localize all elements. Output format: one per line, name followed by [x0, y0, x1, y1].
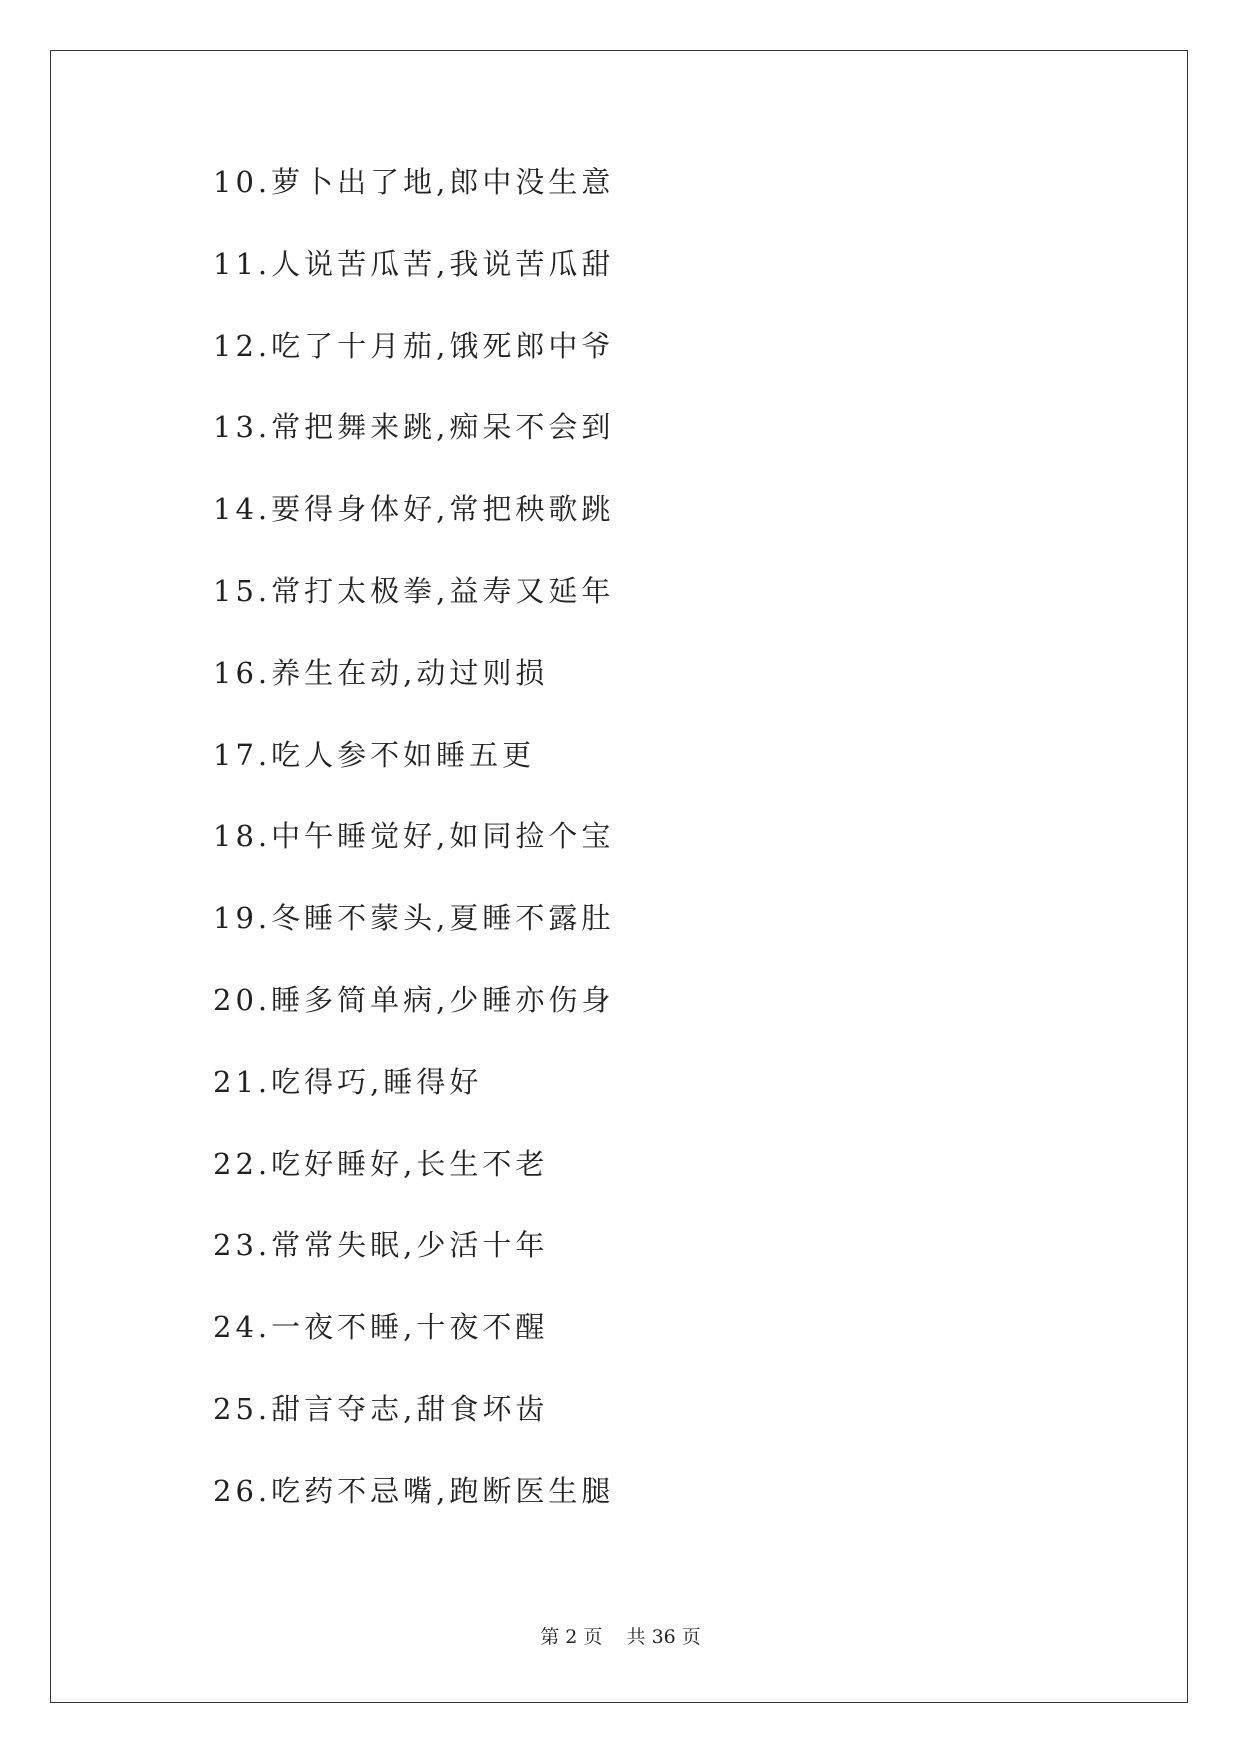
- page-footer: [0, 1626, 1241, 1648]
- list-item: 17.吃人参不如睡五更: [213, 737, 536, 772]
- list-item: 20.睡多简单病,少睡亦伤身: [213, 982, 615, 1017]
- page-number: 第 2 页: [540, 1626, 603, 1648]
- list-item: 14.要得身体好,常把秧歌跳: [213, 492, 615, 527]
- list-item: 22.吃好睡好,长生不老: [213, 1146, 549, 1181]
- list-item: 11.人说苦瓜苦,我说苦瓜甜: [213, 246, 615, 281]
- list-item: 12.吃了十月茄,饿死郎中爷: [213, 328, 615, 363]
- list-item: 19.冬睡不蒙头,夏睡不露肚: [213, 901, 615, 936]
- proverb-list: [213, 165, 1113, 1556]
- list-item: 15.常打太极拳,益寿又延年: [213, 573, 615, 608]
- list-item: 25.甜言夺志,甜食坏齿: [213, 1391, 549, 1426]
- page-total: 共 36 页: [626, 1626, 701, 1648]
- list-item: 16.养生在动,动过则损: [213, 655, 549, 690]
- list-item: 24.一夜不睡,十夜不醒: [213, 1310, 549, 1345]
- list-item: 21.吃得巧,睡得好: [213, 1064, 483, 1099]
- list-item: 18.中午睡觉好,如同捡个宝: [213, 819, 615, 854]
- list-item: 10.萝卜出了地,郎中没生意: [213, 165, 615, 199]
- list-item: 26.吃药不忌嘴,跑断医生腿: [213, 1473, 615, 1508]
- list-item: 23.常常失眠,少活十年: [213, 1228, 549, 1263]
- list-item: 13.常把舞来跳,痴呆不会到: [213, 410, 615, 445]
